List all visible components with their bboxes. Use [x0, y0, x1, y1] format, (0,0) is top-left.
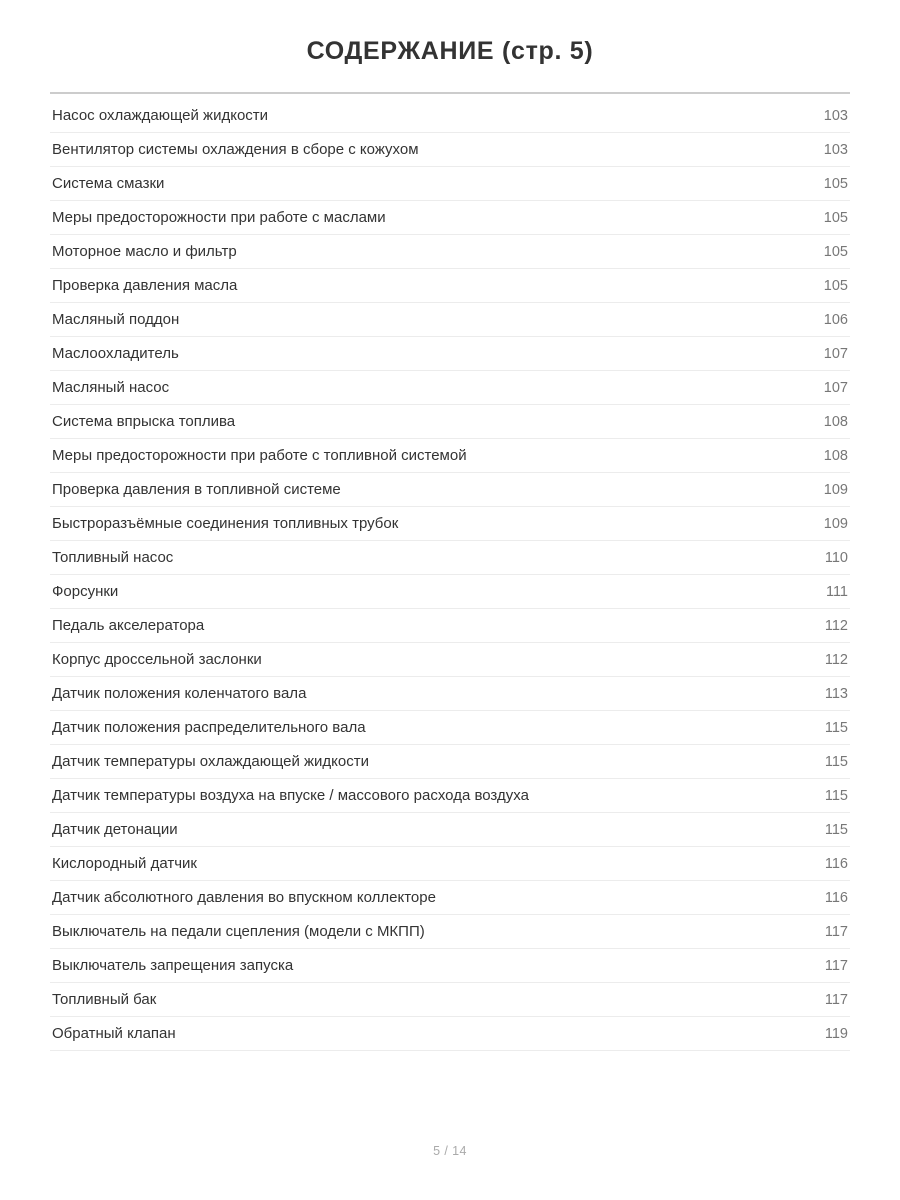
- toc-entry[interactable]: [50, 303, 850, 337]
- toc-entry-title: Датчик температуры воздуха на впуске / массового расхода воздуха: [52, 787, 529, 805]
- toc-entry[interactable]: [50, 677, 850, 711]
- toc-entry[interactable]: [50, 167, 850, 201]
- toc-entry-title: Топливный бак: [52, 991, 157, 1009]
- toc-entry-page-number: 105: [823, 210, 848, 227]
- toc-entry[interactable]: [50, 609, 850, 643]
- toc-entry-page-number: 111: [825, 584, 848, 601]
- toc-entry-title: Кислородный датчик: [52, 855, 197, 873]
- toc-entry-page-number: 103: [823, 108, 848, 125]
- title-divider: [50, 92, 850, 94]
- toc-entry[interactable]: [50, 643, 850, 677]
- toc-entry-title: Выключатель запрещения запуска: [52, 957, 294, 975]
- toc-entry-title: Датчик положения коленчатого вала: [52, 685, 307, 703]
- toc-entry[interactable]: [50, 473, 850, 507]
- toc-entry-page-number: 110: [824, 550, 848, 567]
- toc-entry-page-number: 105: [823, 244, 848, 261]
- toc-entry-page-number: 115: [824, 822, 848, 839]
- toc-entry[interactable]: [50, 337, 850, 371]
- toc-entry-page-number: 116: [824, 856, 848, 873]
- toc-entry[interactable]: [50, 99, 850, 133]
- toc-entry-page-number: 112: [824, 618, 848, 635]
- toc-entry-page-number: 117: [824, 924, 848, 941]
- toc-entry[interactable]: [50, 779, 850, 813]
- toc-entry-title: Маслоохладитель: [52, 345, 179, 363]
- toc-entry[interactable]: [50, 813, 850, 847]
- toc-entry-page-number: 115: [824, 788, 848, 805]
- toc-entry-page-number: 112: [824, 652, 848, 669]
- toc-entry-title: Датчик положения распределительного вала: [52, 719, 366, 737]
- toc-entry[interactable]: [50, 949, 850, 983]
- toc-entry-title: Насос охлаждающей жидкости: [52, 107, 269, 125]
- toc-entry[interactable]: [50, 201, 850, 235]
- toc-entry[interactable]: [50, 541, 850, 575]
- toc-entry-title: Топливный насос: [52, 549, 174, 567]
- toc-entry-page-number: 115: [824, 754, 848, 771]
- toc-entry-title: Масляный поддон: [52, 311, 180, 329]
- toc-entry[interactable]: [50, 439, 850, 473]
- toc-entry-page-number: 115: [824, 720, 848, 737]
- toc-entry-title: Датчик детонации: [52, 821, 178, 839]
- toc-entry[interactable]: [50, 575, 850, 609]
- toc-entry[interactable]: [50, 405, 850, 439]
- toc-list: [50, 99, 850, 1051]
- toc-entry-page-number: 109: [823, 516, 848, 533]
- toc-entry-page-number: 113: [824, 686, 848, 703]
- toc-entry-title: Меры предосторожности при работе с маслами: [52, 209, 386, 227]
- toc-entry-title: Вентилятор системы охлаждения в сборе с кожухом: [52, 141, 419, 159]
- toc-entry-page-number: 117: [824, 958, 848, 975]
- toc-entry-title: Моторное масло и фильтр: [52, 243, 237, 261]
- toc-entry-page-number: 106: [823, 312, 848, 329]
- toc-entry[interactable]: [50, 711, 850, 745]
- toc-entry-title: Проверка давления масла: [52, 277, 238, 295]
- toc-entry-title: Масляный насос: [52, 379, 170, 397]
- toc-entry-page-number: 119: [824, 1026, 848, 1043]
- toc-entry-page-number: 109: [823, 482, 848, 499]
- toc-entry-title: Датчик температуры охлаждающей жидкости: [52, 753, 369, 771]
- toc-entry-page-number: 108: [823, 414, 848, 431]
- toc-entry[interactable]: [50, 915, 850, 949]
- toc-entry[interactable]: [50, 881, 850, 915]
- toc-entry-title: Форсунки: [52, 583, 119, 601]
- toc-entry-title: Корпус дроссельной заслонки: [52, 651, 262, 669]
- toc-entry-page-number: 105: [823, 278, 848, 295]
- toc-entry-title: Быстроразъёмные соединения топливных трубок: [52, 515, 399, 533]
- toc-entry-page-number: 108: [823, 448, 848, 465]
- toc-entry[interactable]: [50, 1017, 850, 1051]
- toc-entry[interactable]: [50, 371, 850, 405]
- toc-entry-title: Система впрыска топлива: [52, 413, 236, 431]
- toc-entry-title: Меры предосторожности при работе с топливной системой: [52, 447, 467, 465]
- toc-entry-page-number: 107: [823, 346, 848, 363]
- toc-entry-title: Датчик абсолютного давления во впускном коллекторе: [52, 889, 436, 907]
- toc-entry[interactable]: [50, 269, 850, 303]
- toc-entry-page-number: 107: [823, 380, 848, 397]
- toc-entry-title: Система смазки: [52, 175, 165, 193]
- page-title: СОДЕРЖАНИЕ (стр. 5): [306, 37, 594, 65]
- toc-entry[interactable]: [50, 507, 850, 541]
- toc-entry-page-number: 103: [823, 142, 848, 159]
- toc-entry[interactable]: [50, 847, 850, 881]
- toc-entry-page-number: 116: [824, 890, 848, 907]
- toc-entry[interactable]: [50, 745, 850, 779]
- toc-entry-page-number: 105: [823, 176, 848, 193]
- toc-entry-page-number: 117: [824, 992, 848, 1009]
- toc-entry[interactable]: [50, 235, 850, 269]
- toc-entry-title: Обратный клапан: [52, 1025, 176, 1043]
- toc-entry-title: Выключатель на педали сцепления (модели с МКПП): [52, 923, 425, 941]
- toc-entry-title: Педаль акселератора: [52, 617, 205, 635]
- toc-entry-title: Проверка давления в топливной системе: [52, 481, 341, 499]
- toc-entry[interactable]: [50, 133, 850, 167]
- toc-entry[interactable]: [50, 983, 850, 1017]
- page-footer-pagination: 5 / 14: [433, 1144, 467, 1158]
